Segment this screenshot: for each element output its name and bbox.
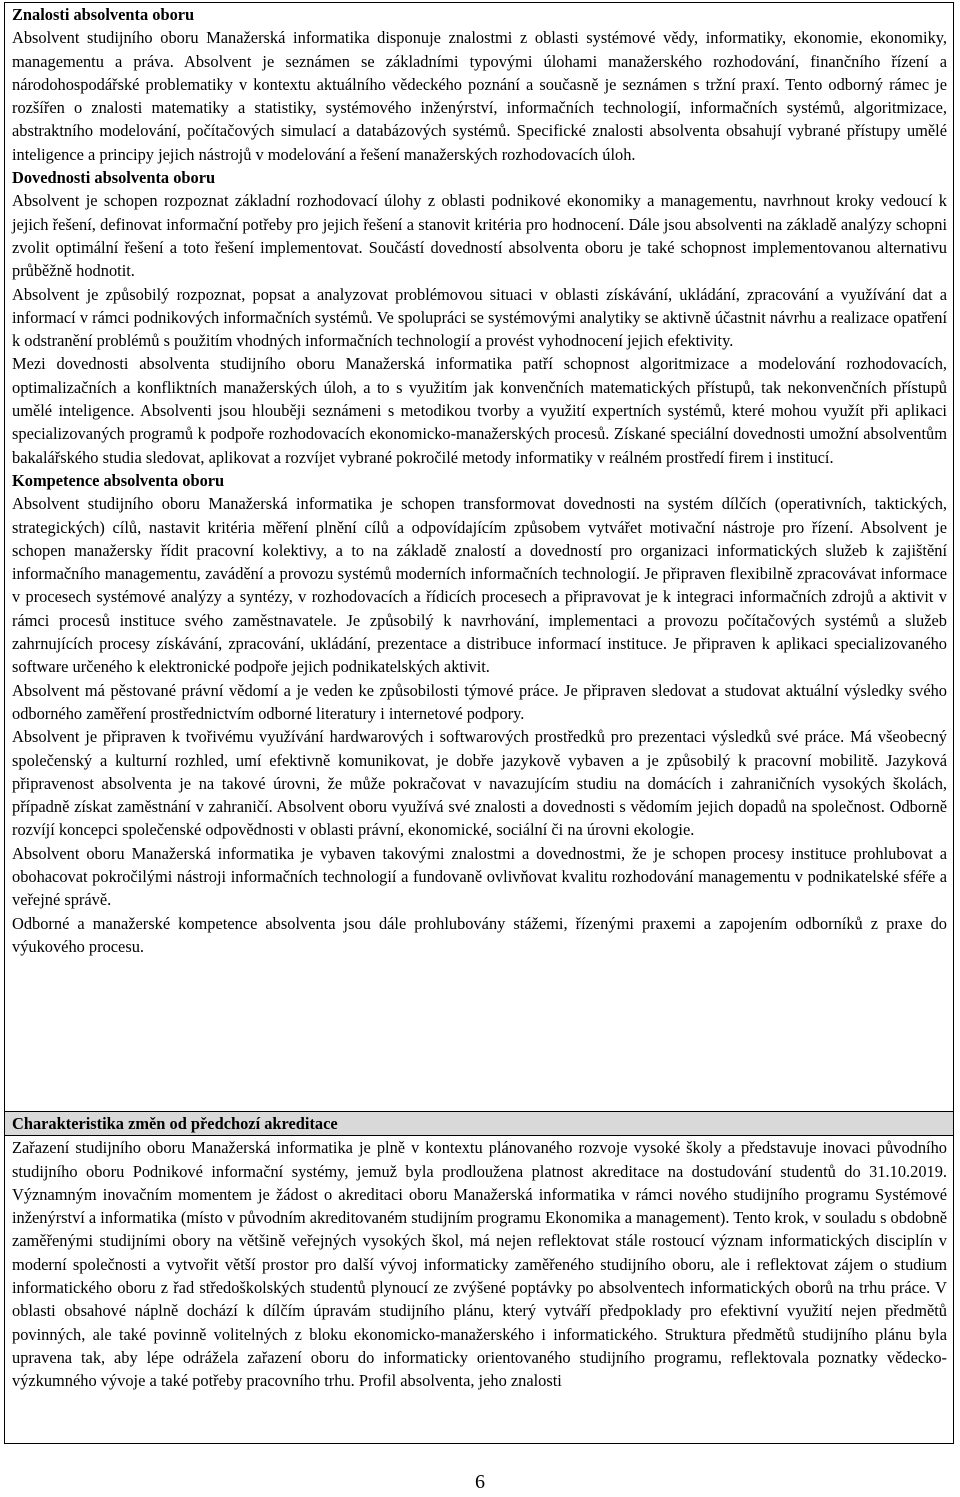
skills-paragraph-2: Absolvent je způsobilý rozpoznat, popsat a analyzovat problémovou situaci v oblasti získávání, ukládání, zpracování a využívání dat a informací v rámci podnikových informačních systémů. Ve spolupráci se systémovými analytiky se aktivně účastnit návrhu a realizace opatření k odstranění problémů s použitím vhodných informačních technologií a provést vyhodnocení jejich efektivity. <box>12 284 947 351</box>
competence-heading: Kompetence absolventa oboru <box>12 470 225 490</box>
knowledge-paragraph: Absolvent studijního oboru Manažerská informatika disponuje znalostmi z oblasti systémové vědy, informatiky, ekonomie, ekonomiky, managementu a práva. Absolvent je seznámen se základními typovými úlohami manažerského rozhodování, finančního řízení a národohospodářské problematiky v kontextu aktuálního vědeckého poznání a současně je seznámen s tržní praxí. Tento odborný rámec je rozšířen o znalosti matematiky a statistiky, systémového inženýrství, informačních technologií, informačních systémů, algoritmizace, abstraktního modelování, počítačových simulací a databázových systémů. Specifické znalosti absolventa obsahují vybrané přístupy umělé inteligence a principy jejich nástrojů v modelování a řešení manažerských rozhodovacích úloh. <box>12 28 947 164</box>
page-number: 6 <box>475 1471 485 1493</box>
changes-paragraph: Zařazení studijního oboru Manažerská informatika je plně v kontextu plánovaného rozvoje vysoké školy a představuje inovaci původního studijního oboru Podnikové informační systémy, jemuž byla prodloužena platnost akreditace na dostudování studentů do 31.10.2019. Významným inovačním momentem je žádost o akreditaci oboru Manažerská informatika v rámci nového studijního programu Systémové inženýrství a informatika (místo v původním akreditovaném studijním programu Ekonomika a management). Tento krok, v souladu s obdobně zaměřenými studijními obory na většině veřejných vysokých škol, má nejen reflektovat stále rostoucí význam informatických disciplín v moderní společnosti a vytvořit větší prostor pro další vývoj informaticky zaměřeného studijního oboru, ale i reflektovat zájem o studium informatického oboru z řad středoškolských studentů plynoucí ze zvýšené poptávky po absolventech informatických oborů na trhu práce. V oblasti obsahové náplně dochází k dílčím úpravám studijního plánu, který vytváří předpoklady pro efektivní využití nejen předmětů povinných, ale také povinně volitelných z bloku ekonomicko-manažerského i informatického. Struktura předmětů studijního plánu byla upravena tak, aby lépe odrážela zařazení oboru do informaticky orientovaného studijního programu, reflektovala poznatky vědecko-výzkumného vývoje a také potřeby pracovního trhu. Profil absolventa, jeho znalosti <box>12 1138 947 1391</box>
skills-heading: Dovednosti absolventa oboru <box>12 168 216 188</box>
competence-paragraph-3: Absolvent je připraven k tvořivému využívání hardwarových i softwarových prostředků pro prezentaci výsledků své práce. Má všeobecný společenský a kulturní rozhled, umí efektivně komunikovat, je dobře jazykově vybaven a je způsobilý k pracovní mobilitě. Jazyková připravenost absolventa je na takové úrovni, že může pokračovat v navazujícím studiu na domácích i zahraničních vysokých školách, případně získat zaměstnání v zahraničí. Absolvent oboru využívá své znalosti a dovednosti s vědomím jejich dopadů na společnost. Odborně rozvíjí koncepci společenské odpovědnosti v oblasti právní, ekonomické, sociální či na úrovni ekologie. <box>12 727 947 840</box>
accreditation-changes-cell <box>5 1111 953 1443</box>
skills-paragraph-1: Absolvent je schopen rozpoznat základní rozhodovací úlohy z oblasti podnikové ekonomiky a managementu, navrhnout kroky vedoucí k jejich řešení, definovat informační potřeby pro jejich řešení a stanovit kritéria pro hodnocení. Dále jsou absolventi na základě analýzy schopni zvolit optimální řešení a toto řešení implementovat. Součástí dovedností absolventa oboru je také schopnost implementovanou alternativu průběžně hodnotit. <box>12 191 947 281</box>
skills-paragraph-3: Mezi dovednosti absolventa studijního oboru Manažerská informatika patří schopnost algoritmizace a modelování rozhodovacích, optimalizačních a konfliktních manažerských úloh, a to s využitím jak konvenčních matematických přístupů, tak nekonvenčních přístupů umělé inteligence. Absolventi jsou hlouběji seznámeni s metodikou tvorby a využití expertních systémů, které mohou využít při aplikaci specializovaných programů k podpoře rozhodovacích ekonomicko-manažerských procesů. Získané speciální dovednosti umožní absolventům bakalářského studia sledovat, aplikovat a rozvíjet vybrané pokročilé metody informatiky v reálném prostředí firem i institucí. <box>12 354 947 467</box>
competence-paragraph-1: Absolvent studijního oboru Manažerská informatika je schopen transformovat dovednosti na systém dílčích (operativních, taktických, strategických) cílů, nastavit kritéria měření plnění cílů a odpovídajícím způsobem vytvářet motivační nástroje pro řízení. Absolvent je schopen manažersky řídit pracovní kolektivy, a to na základě znalostí a dovedností pro organizaci informatických služeb k zajištění informačního managementu, zavádění a provozu systémů moderních informačních technologií. Je připraven flexibilně zpracovávat informace v procesech systémové analýzy a syntézy, v rozhodovacích a řídicích procesech a připravovat je k integraci informačních zdrojů a aktivit v rámci procesů instituce svého zaměstnavatele. Je způsobilý k navrhování, implementaci a provozu počítačových systémů a služeb zahrnujících procesy získávání, zpracování, ukládání, prezentace a distribuce informací instituce. Je připraven k aplikaci specializovaného software určeného k elektronické podpoře jejich podnikatelských aktivit. <box>12 494 947 677</box>
graduate-profile-cell <box>5 3 953 1111</box>
competence-paragraph-4: Absolvent oboru Manažerská informatika je vybaven takovými znalostmi a dovednostmi, že je schopen procesy instituce prohlubovat a obohacovat pokročilými nástroji informačních technologií a fundovaně ovlivňovat kvalitu rozhodování managementu v podnikatelské sféře a veřejné správě. <box>12 843 947 910</box>
competence-paragraph-2: Absolvent má pěstované právní vědomí a je veden ke způsobilosti týmové práce. Je připraven sledovat a studovat aktuální výsledky svého odborného zaměření prostřednictvím odborné literatury i internetové podpory. <box>12 680 947 723</box>
competence-paragraph-5: Odborné a manažerské kompetence absolventa jsou dále prohlubovány stážemi, řízenými praxemi a zapojením odborníků z praxe do výukového procesu. <box>12 913 947 956</box>
content-table <box>4 2 954 1444</box>
changes-heading: Charakteristika změn od předchozí akreditace <box>5 1112 953 1136</box>
knowledge-heading: Znalosti absolventa oboru <box>12 5 195 24</box>
